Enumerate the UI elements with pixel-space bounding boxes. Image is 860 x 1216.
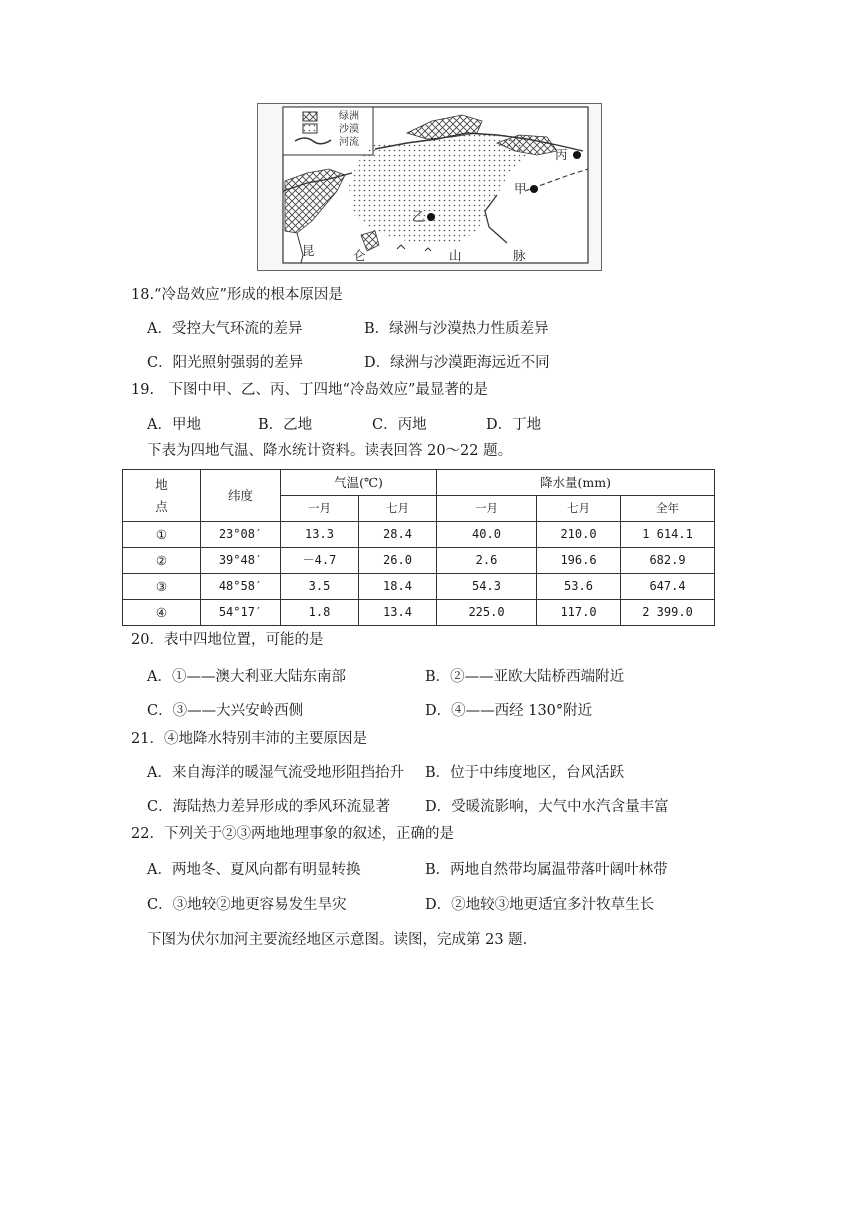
legend-label-river: 河流 [339,137,359,148]
q20-option-a: A．①——澳大利亚大陆东南部 [147,669,346,685]
range-char-3: 山 [449,248,462,263]
q20-option-d: D．④——西经 130°附近 [425,703,593,719]
cell-temp-jul: 28.4 [359,522,437,548]
q21-stem: 21．④地降水特别丰沛的主要原因是 [131,731,367,747]
point-bing-marker [573,151,581,159]
q21-option-c: C．海陆热力差异形成的季风环流显著 [147,799,391,815]
q19-stem: 19. 下图中甲、乙、丙、丁四地“冷岛效应”最显著的是 [131,382,488,398]
cell-temp-jan: 13.3 [281,522,359,548]
point-jia-marker [530,185,538,193]
q19-option-c: C．丙地 [372,417,427,433]
q21-option-d: D．受暖流影响，大气中水汽含量丰富 [425,799,669,815]
table-row [123,548,715,574]
header-temperature: 气温(℃) [281,470,437,496]
cell-precip-year: 647.4 [621,574,715,600]
table-row [123,600,715,626]
legend-label-desert: 沙漠 [339,124,359,135]
cell-lat: 23°08′ [201,522,281,548]
q19-option-b: B．乙地 [258,417,313,433]
header-precipitation: 降水量(mm) [437,470,715,496]
sub-precip-year: 全年 [621,496,715,522]
cell-temp-jul: 18.4 [359,574,437,600]
range-char-2: 仑 [353,248,366,263]
cell-precip-jan: 54.3 [437,574,537,600]
q18-option-a: A．受控大气环流的差异 [147,321,303,337]
cell-place: ④ [123,600,201,626]
sub-precip-jan: 一月 [437,496,537,522]
sub-precip-jul: 七月 [537,496,621,522]
climate-data-table [122,469,715,626]
range-char-1: 昆 [302,243,315,258]
q20-option-c: C．③——大兴安岭西侧 [147,703,304,719]
cell-lat: 54°17′ [201,600,281,626]
q21-option-a: A．来自海洋的暖湿气流受地形阻挡抬升 [147,765,404,781]
q18-option-d: D．绿洲与沙漠距海远近不同 [364,355,550,371]
header-place [123,470,201,522]
q22-option-d: D．②地较③地更适宜多汁牧草生长 [425,897,655,913]
cell-lat: 48°58′ [201,574,281,600]
cell-temp-jul: 26.0 [359,548,437,574]
cell-precip-jul: 117.0 [537,600,621,626]
sub-temp-jan: 一月 [281,496,359,522]
cell-precip-jul: 53.6 [537,574,621,600]
q23-intro: 下图为伏尔加河主要流经地区示意图。读图，完成第 23 题. [147,932,528,948]
sub-temp-jul: 七月 [359,496,437,522]
header-latitude: 纬度 [201,470,281,522]
q18-stem: 18.“冷岛效应”形成的根本原因是 [131,287,343,303]
q20-option-b: B．②——亚欧大陆桥西端附近 [425,669,625,685]
legend-box [283,107,373,155]
cell-lat: 39°48′ [201,548,281,574]
q21-option-b: B．位于中纬度地区，台风活跃 [425,765,625,781]
q22-option-c: C．③地较②地更容易发生旱灾 [147,897,347,913]
cell-precip-jul: 196.6 [537,548,621,574]
cell-precip-year: 682.9 [621,548,715,574]
cell-precip-year: 1 614.1 [621,522,715,548]
cell-temp-jan: 1.8 [281,600,359,626]
cell-temp-jan: －4.7 [281,548,359,574]
q22-option-a: A．两地冬、夏风向都有明显转换 [147,862,361,878]
cell-place: ③ [123,574,201,600]
cell-precip-jul: 210.0 [537,522,621,548]
point-yi-marker [427,213,435,221]
cell-temp-jul: 13.4 [359,600,437,626]
legend-oasis-swatch [303,112,317,121]
range-char-4: 脉 [513,248,526,263]
cell-precip-year: 2 399.0 [621,600,715,626]
q22-stem: 22．下列关于②③两地地理事象的叙述，正确的是 [131,826,454,842]
cell-precip-jan: 40.0 [437,522,537,548]
table-row [123,574,715,600]
q19-option-d: D．丁地 [486,417,542,433]
cell-place: ② [123,548,201,574]
legend-desert-swatch [303,124,317,133]
cell-temp-jan: 3.5 [281,574,359,600]
q20-stem: 20．表中四地位置，可能的是 [131,632,324,648]
point-jia-label: 甲 [514,181,527,196]
oasis-desert-map [257,103,602,271]
q18-option-b: B．绿洲与沙漠热力性质差异 [364,321,549,337]
cell-precip-jan: 225.0 [437,600,537,626]
header-place-2: 点 [155,498,168,514]
header-place-1: 地 [155,476,168,492]
table-intro: 下表为四地气温、降水统计资料。读表回答 20～22 题。 [147,443,513,459]
cell-place: ① [123,522,201,548]
q22-option-b: B．两地自然带均属温带落叶阔叶林带 [425,862,668,878]
legend-label-oasis: 绿洲 [339,111,359,122]
table-row [123,522,715,548]
q18-option-c: C．阳光照射强弱的差异 [147,355,304,371]
point-yi-label: 乙 [412,209,425,224]
cell-precip-jan: 2.6 [437,548,537,574]
point-bing-label: 丙 [555,147,568,162]
q19-option-a: A．甲地 [147,417,201,433]
map-svg [257,103,602,271]
